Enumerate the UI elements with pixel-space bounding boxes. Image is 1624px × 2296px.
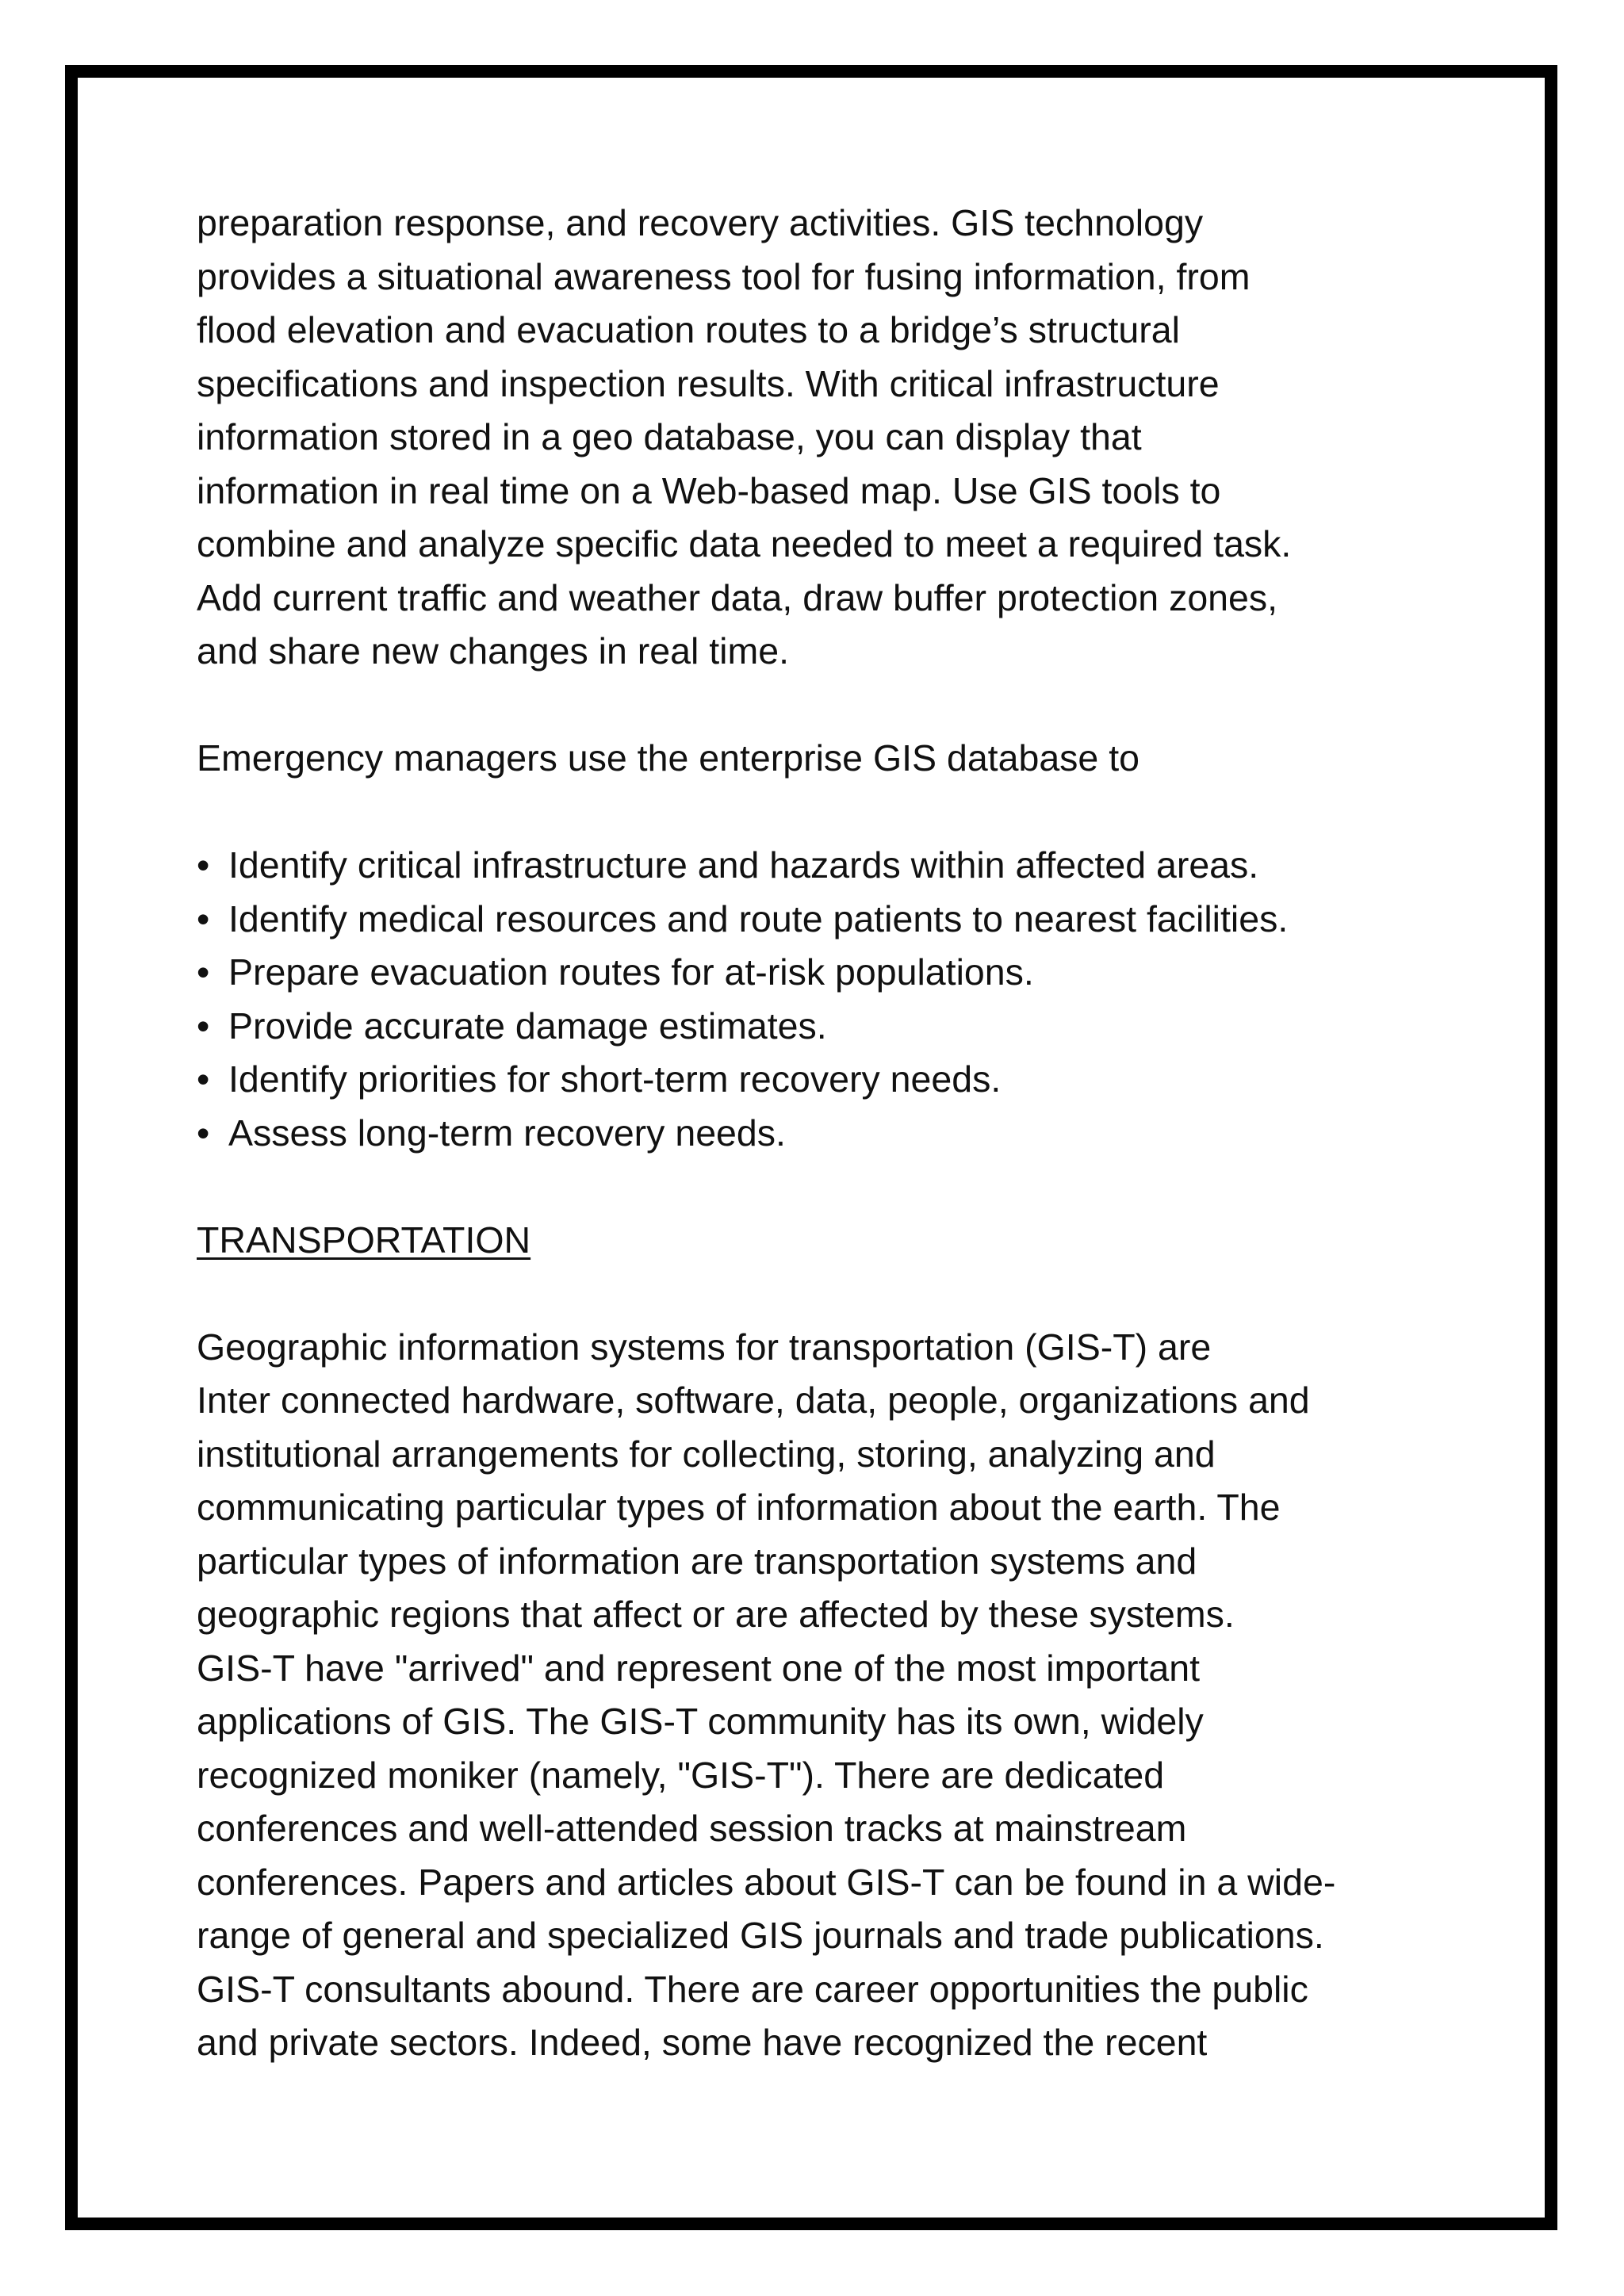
bullet-icon: • bbox=[197, 844, 210, 886]
bullet-text: Identify medical resources and route patients to nearest facilities. bbox=[228, 897, 1289, 939]
bullet-item bbox=[197, 839, 1450, 893]
spacer bbox=[197, 1267, 1450, 1321]
bullet-item bbox=[197, 893, 1450, 947]
spacer bbox=[197, 786, 1450, 840]
transportation-paragraph: Geographic information systems for transportation (GIS-T) are Inter connected hardware, software, data, people, organizations and institutional arrangements for collecting, storing, analyzing and communicating particular types of information about the earth. The particular types of information are transportation systems and geographic regions that affect or are affected by these systems. GIS-T have "arrived" and represent one of the most important applications of GIS. The GIS-T community has its own, widely recognized moniker (namely, "GIS-T"). There are dedicated conferences and well-attended session tracks at mainstream conferences. Papers and articles about GIS-T can be found in a wide- range of general and specialized GIS journals and trade publications. GIS-T consultants abound. There are career opportunities the public and private sectors. Indeed, some have recognized the recent bbox=[197, 1326, 1336, 2063]
bullet-icon: • bbox=[197, 1058, 210, 1100]
document-body bbox=[197, 197, 1450, 2070]
bullet-icon: • bbox=[197, 897, 210, 939]
lead-in-sentence: Emergency managers use the enterprise GIS database to bbox=[197, 737, 1139, 779]
intro-paragraph: preparation response, and recovery activities. GIS technology provides a situational awareness tool for fusing information, from flood elevation and evacuation routes to a bridge’s structural specifications and inspection results. With critical infrastructure information stored in a geo database, you can display that information in real time on a Web-based map. Use GIS tools to combine and analyze specific data needed to meet a required task. Add current traffic and weather data, draw buffer protection zones, and share new changes in real time. bbox=[197, 202, 1292, 672]
bullet-item bbox=[197, 946, 1450, 1000]
bullet-text: Assess long-term recovery needs. bbox=[228, 1112, 786, 1154]
bullet-icon: • bbox=[197, 1112, 210, 1154]
bullet-text: Provide accurate damage estimates. bbox=[228, 1004, 827, 1047]
bullet-text: Identify critical infrastructure and hazards within affected areas. bbox=[228, 844, 1259, 886]
bullet-icon: • bbox=[197, 1004, 210, 1047]
spacer bbox=[197, 679, 1450, 733]
bullet-list bbox=[197, 839, 1450, 1160]
bullet-text: Identify priorities for short-term recovery needs. bbox=[228, 1058, 1002, 1100]
spacer bbox=[197, 1160, 1450, 1214]
section-heading: TRANSPORTATION bbox=[197, 1219, 531, 1261]
bullet-item bbox=[197, 1000, 1450, 1054]
bullet-text: Prepare evacuation routes for at-risk populations. bbox=[228, 951, 1034, 993]
bullet-icon: • bbox=[197, 951, 210, 993]
bullet-item bbox=[197, 1053, 1450, 1107]
bullet-item bbox=[197, 1107, 1450, 1161]
